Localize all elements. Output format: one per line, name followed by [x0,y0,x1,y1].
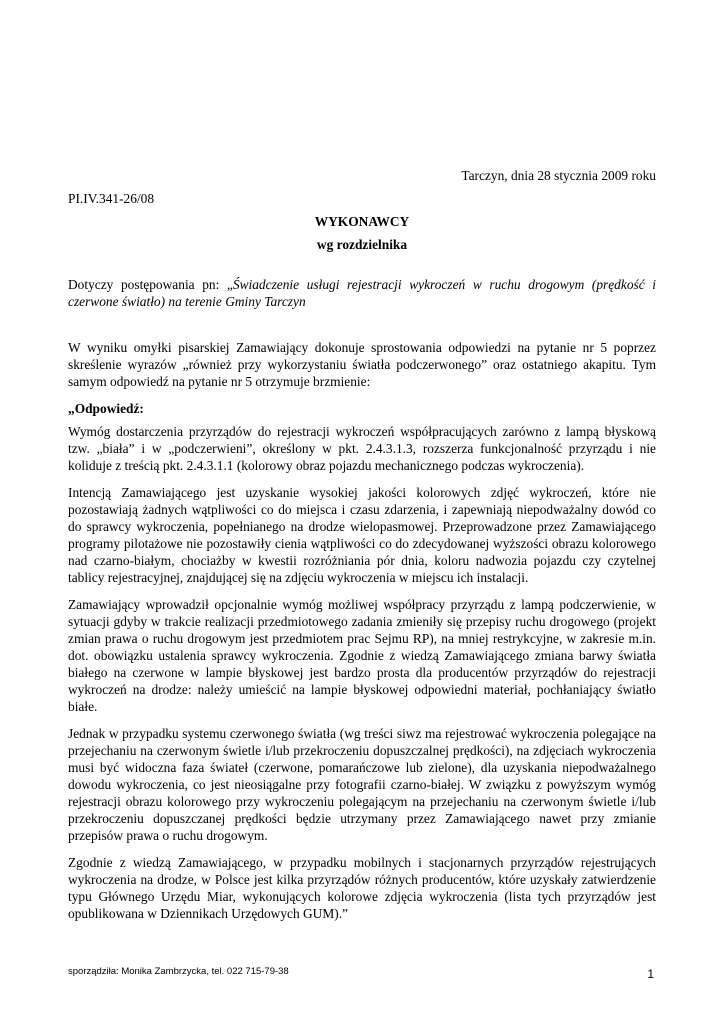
subject-title: Świadczenie usługi rejestracji wykroczeń w ruchu drogowym (prędkość i czerwone światło) na terenie Gminy Tarczyn [68,277,657,309]
answer-paragraph-1: Wymóg dostarczenia przyrządów do rejestracji wykroczeń współpracujących zarówno z lampą błyskową tzw. „biała” i w „podczerwieni”, określony w pkt. 2.4.3.1.3, rozszerza funkcjonalność przyrządu i nie koliduje z treścią pkt. 2.4.3.1.1 (kolorowy obraz pojazdu mechanicznego podczas wykroczenia). [68,424,656,473]
intro-paragraph: W wyniku omyłki pisarskiej Zamawiający dokonuje sprostowania odpowiedzi na pytanie nr 5 poprzez skreślenie wyrazów „również przy wykorzystaniu światła podczerwonego” oraz ostatniego akapitu. Tym samym odpowiedź na pytanie nr 5 otrzymuje brzmienie: [68,340,656,389]
answer-paragraph-4: Jednak w przypadku systemu czerwonego światła (wg treści siwz ma rejestrować wykroczenia polegające na przejechaniu na czerwonym świetle i/lub przekroczeniu dopuszczalnej prędkości), na zdjęciach wykroczenia musi być widoczna faza świateł (czerwone, pomarańczowe lub zielone), dla uzyskania niepodważalnego dowodu wykroczenia, co jest nieosiągalne przy fotografii czarno-białej. W związku z powyższym wymóg rejestracji obrazu kolorowego przy wykroczeniu polegającym na przejechaniu na czerwonym świetle i/lub przekroczeniu dopuszczanej prędkości będzie utrzymany przez Zamawiającego nawet przy zmianie przepisów prawa o ruchu drogowym. [68,726,656,843]
addressee-line-1: WYKONAWCY [314,214,410,229]
answer-paragraph-3: Zamawiający wprowadził opcjonalnie wymóg możliwej współpracy przyrządu z lampą podczerwienie, w sytuacji gdyby w trakcie realizacji przedmiotowego zadania zmieniły się przepisy ruchu drogowego (projekt zmian prawa o ruchu drogowym jest przedmiotem prac Sejmu RP), na mniej restrykcyjne, w zakresie m.in. dot. obowiązku ustalenia sprawcy wykroczenia. Zgodnie z wiedzą Zamawiającego zmiana barwy światła białego na czerwone w lampie błyskowej jest bardzo prosta dla producentów przyrządów do rejestracji wykroczeń na drodze: należy umieścić na lampie błyskowej odpowiedni materiał, pochłaniający światło białe. [68,597,656,714]
document-body [68,339,656,932]
page-number: 1 [647,967,654,981]
answer-heading: „Odpowiedź: [68,401,144,416]
footer-author: sporządziła: Monika Zambrzycka, tel. 022 715-79-38 [68,966,289,977]
addressee-line-2: wg rozdzielnika [316,237,408,252]
reference-number: PI.IV.341-26/08 [68,191,155,206]
subject-line [68,276,656,310]
answer-paragraph-2: Intencją Zamawiającego jest uzyskanie wysokiej jakości kolorowych zdjęć wykroczeń, które nie pozostawiają żadnych wątpliwości co do miejsca i czasu zdarzenia, i zapewniają niepodważalny dowód co do sprawcy wykroczenia, popełnianego na drodze wielopasmowej. Przeprowadzone przez Zamawiającego programy pilotażowe nie pozostawiły cienia wątpliwości co do zdecydowanej wyższości obrazu kolorowego nad czarno-białym, chociażby w kwestii rozróżniania pór dnia, koloru nadwozia pojazdu czy czytelnej tablicy rejestracyjnej, znajdującej się na zdjęciu wykroczenia w miejscu ich instalacji. [68,485,656,585]
place-date: Tarczyn, dnia 28 stycznia 2009 roku [461,168,656,183]
answer-paragraph-5: Zgodnie z wiedzą Zamawiającego, w przypadku mobilnych i stacjonarnych przyrządów rejestrujących wykroczenia na drodze, w Polsce jest kilka przyrządów różnych producentów, które uzyskały zatwierdzenie typu Głównego Urzędu Miar, wykonujących kolorowe zdjęcia wykroczenia (lista tych przyrządów jest opublikowana w Dziennikach Urzędowych GUM).” [68,855,656,921]
subject-prefix: Dotyczy postępowania pn: „ [68,277,233,292]
